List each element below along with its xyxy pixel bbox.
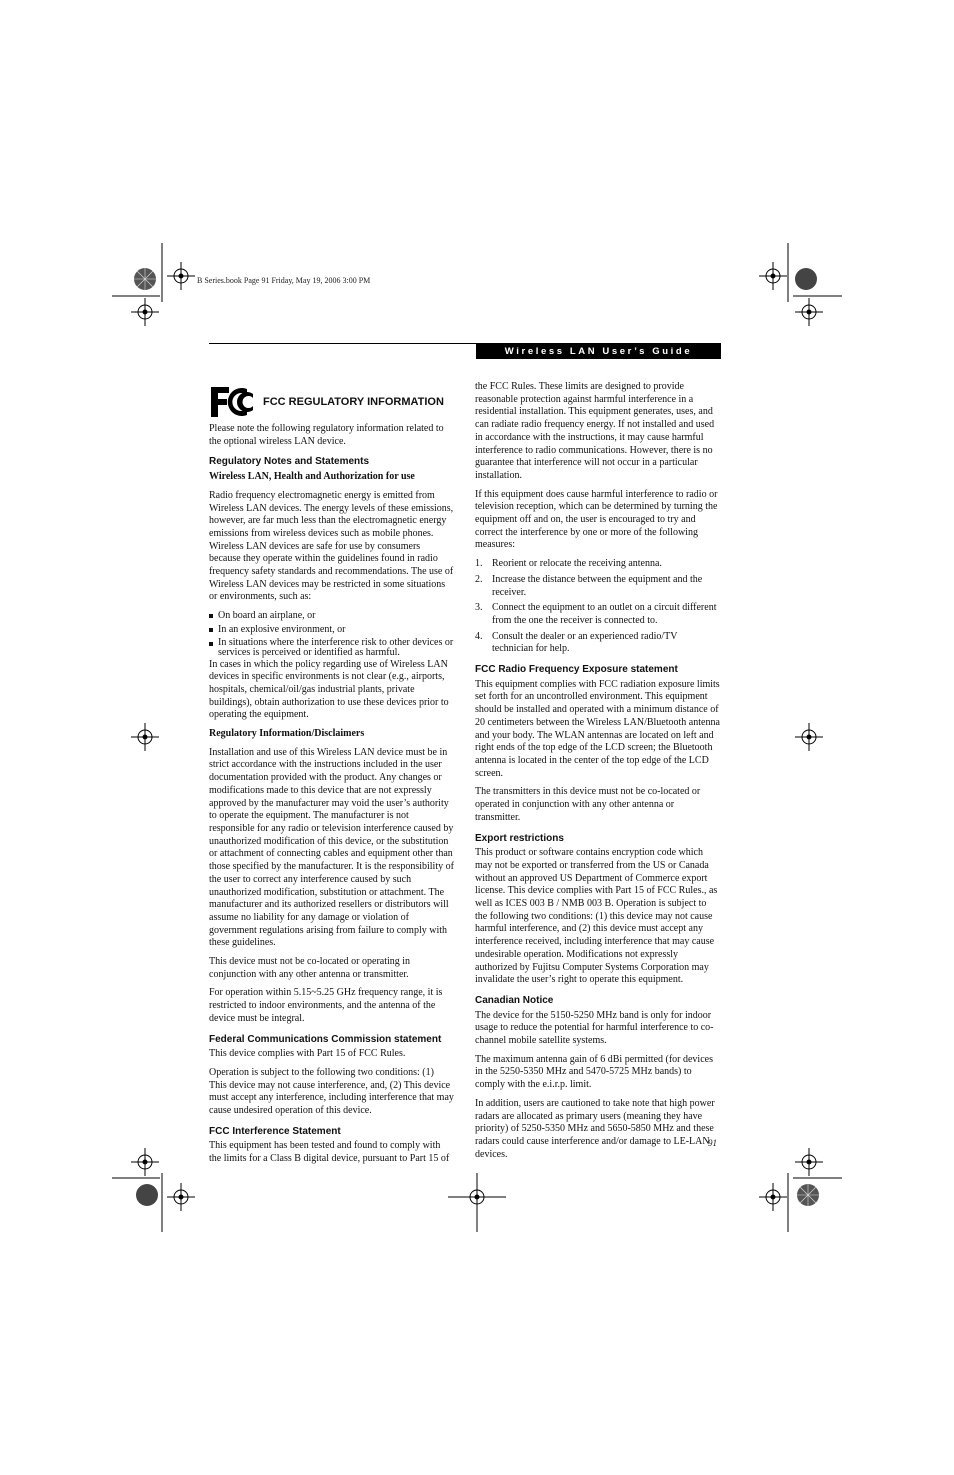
heading-disclaimers: Regulatory Information/Disclaimers	[209, 728, 365, 740]
heading-wlan-health: Wireless LAN, Health and Authorization for use	[209, 471, 415, 483]
paragraph-antenna-gain: The maximum antenna gain of 6 dBi permitted (for devices in the 5250-5350 MHz and 5470-5725 MHz bands) to comply with the e.i.r.p. limit.	[475, 1053, 713, 1091]
header-banner: Wireless LAN User’s Guide	[476, 343, 721, 359]
star-target	[795, 268, 817, 290]
star-target	[134, 268, 156, 290]
heading-export: Export restrictions	[475, 832, 564, 844]
star-target	[797, 1184, 819, 1206]
paragraph-complies: This device complies with Part 15 of FCC Rules.	[209, 1048, 406, 1060]
page-number: 91	[708, 1138, 717, 1148]
paragraph-operation: Operation is subject to the following two conditions: (1) This device may not cause interference, and, (2) This device must accept any interference, including interference that may cause undesired operation of this device.	[209, 1066, 454, 1117]
list-item: 4. Consult the dealer or an experienced radio/TV technician for help.	[475, 630, 678, 655]
paragraph-fcc-rules: the FCC Rules. These limits are designed to provide reasonable protection against harmful interference in a residential installation. This equipment generates, uses, and can radiate radio frequency energy. If not installed and used in accordance with the instructions, it may cause harmful interference to radio communications. However, there is no guarantee that interference will not occur in a particular installation.	[475, 381, 715, 481]
paragraph-colocate: This device must not be co-located or operating in conjunction with any other antenna or transmitter.	[209, 956, 411, 980]
intro-paragraph: Please note the following regulatory information related to the optional wireless LAN device.	[209, 423, 444, 447]
crosshair-target	[759, 1183, 787, 1211]
paragraph-policy: In cases in which the policy regarding use of Wireless LAN devices in specific environments is not clear (e.g., airports, hospitals, chemical/oil/gas industrial plants, private buildings), obtain authorization to use these devices prior to operating the equipment.	[209, 658, 449, 721]
crosshair-target	[448, 1173, 506, 1232]
crosshair-target	[131, 1148, 159, 1176]
heading-fcc-statement: Federal Communications Commission statement	[209, 1033, 442, 1045]
paragraph-5ghz: For operation within 5.15~5.25 GHz frequency range, it is restricted to indoor environments, and the antenna of the device must be integral.	[209, 987, 443, 1024]
list-item: 1. Reorient or relocate the receiving antenna.	[475, 558, 662, 570]
list-item: In situations where the interference risk to other devices or services is perceived or identified as harmful.	[209, 638, 454, 658]
crosshair-target	[759, 262, 787, 290]
paragraph-radars: In addition, users are cautioned to take note that high power radars are allocated as primary users (meaning they have priority) of 5250-5350 MHz and 5650-5850 MHz and these radars could cause interference and/or damage to LE-LAN devices.	[475, 1097, 715, 1160]
crosshair-target	[795, 1148, 823, 1176]
list-item: 3. Connect the equipment to an outlet on a circuit different from the one the receiver is connected to.	[475, 602, 717, 626]
crosshair-target	[795, 723, 823, 751]
fcc-logo-icon	[209, 385, 255, 419]
paragraph-if-interference: If this equipment does cause harmful interference to radio or television reception, which can be determined by turning the equipment off and on, the user is encouraged to try and correct the interference by one or more of the following measures:	[475, 488, 718, 551]
bullet-list	[209, 610, 454, 657]
heading-regulatory-notes: Regulatory Notes and Statements	[209, 456, 370, 468]
heading-interference: FCC Interference Statement	[209, 1125, 341, 1137]
crosshair-target	[167, 1183, 195, 1211]
paragraph-transmitters: The transmitters in this device must not be co-located or operated in conjunction with any other antenna or transmitter.	[475, 786, 701, 823]
page-title: FCC REGULATORY INFORMATION	[263, 395, 444, 408]
crosshair-target	[131, 723, 159, 751]
right-column	[475, 381, 720, 1167]
paragraph-rf-energy: Radio frequency electromagnetic energy is emitted from Wireless LAN devices. The energy levels of these emissions, however, are far much less than the electromagnetic energy emissions from wireless devices such as mobile phones. Wireless LAN devices are safe for use by consumers because they operate within the guidelines found in radio frequency safety standards and recommendations. The use of Wireless LAN devices may be restricted in some situations or environments, such as:	[209, 489, 454, 603]
list-item: In an explosive environment, or	[209, 624, 454, 637]
heading-canadian: Canadian Notice	[475, 994, 554, 1006]
paragraph-tested: This equipment has been tested and found to comply with the limits for a Class B digital device, pursuant to Part 15 of	[209, 1140, 450, 1165]
paragraph-export: This product or software contains encryption code which may not be exported or transferred from the US or Canada without an approved US Department of Commerce export license. This device complies with Part 15 of FCC Rules., as well as ICES 003 B / NMB 003 B. Operation is subject to the following two conditions: (1) this device may not cause harmful interference, and (2) this device must accept any interference received, including interference that may cause undesirable operation. Modifications not expressly authorized by Fujitsu Computer Systems Corporation may invalidate the user’s right to operate this equipment.	[475, 847, 718, 986]
paragraph-5150: The device for the 5150-5250 MHz band is only for indoor usage to reduce the potential for harmful interference to co-channel mobile satellite systems.	[475, 1009, 714, 1047]
crosshair-target	[131, 298, 159, 326]
star-target	[136, 1184, 158, 1206]
list-item: 2. Increase the distance between the equipment and the receiver.	[475, 573, 703, 598]
left-column	[209, 385, 454, 1172]
print-slug: B Series.book Page 91 Friday, May 19, 2006 3:00 PM	[197, 276, 371, 285]
heading-rf-exposure: FCC Radio Frequency Exposure statement	[475, 664, 678, 676]
section-title	[209, 385, 454, 419]
crosshair-target	[167, 262, 195, 290]
paragraph-installation: Installation and use of this Wireless LAN device must be in strict accordance with the instructions included in the user documentation provided with the product. Any changes or modifications made to this device that are not expressly approved by the manufacturer may void the user’s authority to operate the equipment. The manufacturer is not responsible for any radio or television interference caused by unauthorized modification of this device, or the substitution or attachment of connecting cables and equipment other than those specified by the manufacturer. It is the responsibility of the user to correct any interference caused by such unauthorized modification, substitution or attachment. The manufacturer and its authorized resellers or distributors will assume no liability for any damage or violation of government regulations arising from failure to comply with these guidelines.	[209, 746, 454, 949]
crosshair-target	[795, 298, 823, 326]
list-item: On board an airplane, or	[209, 610, 454, 623]
paragraph-exposure: This equipment complies with FCC radiation exposure limits set forth for an uncontrolled environment. This equipment should be installed and operated with a minimum distance of 20 centimeters between the Wireless LAN/Bluetooth antenna and your body. The WLAN antennas are located on left and right ends of the top edge of the LCD screen; the Bluetooth antenna is located in the center of the top edge of the LCD screen.	[475, 678, 720, 779]
measures-list	[475, 558, 720, 656]
